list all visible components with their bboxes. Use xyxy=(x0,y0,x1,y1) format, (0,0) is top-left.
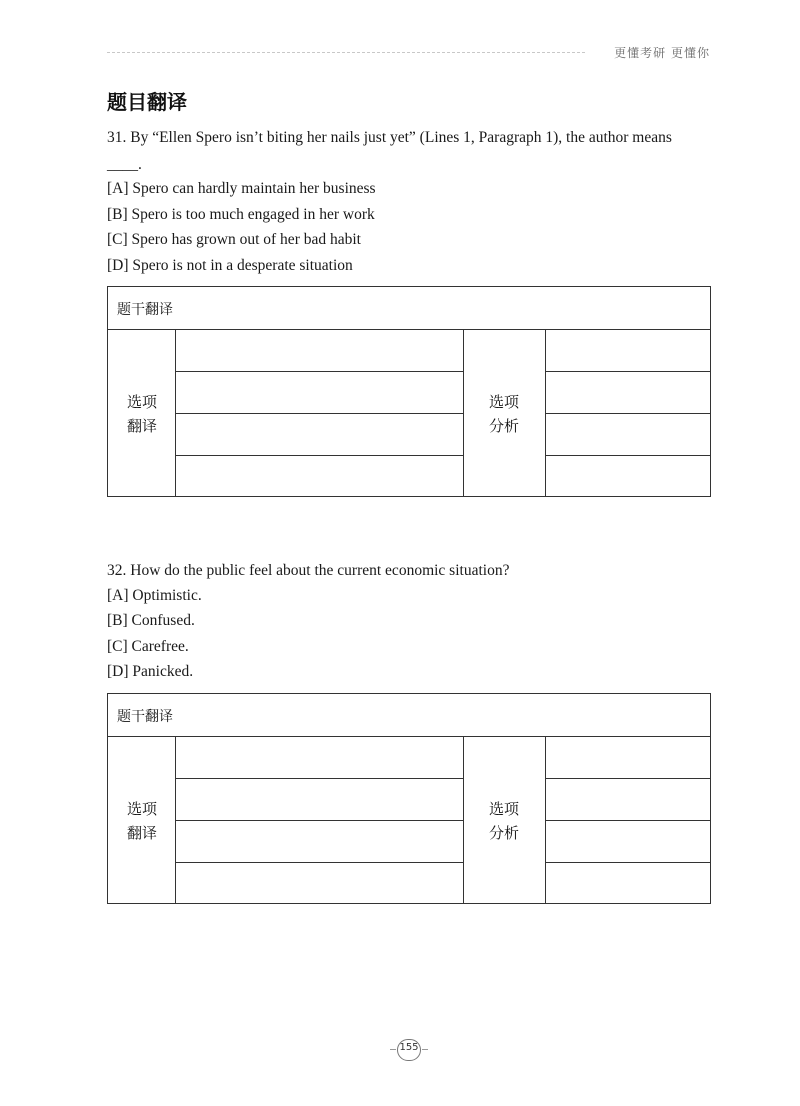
question-32-option-d: [D] Panicked. xyxy=(107,663,194,680)
question-32-stem: 32. How do the public feel about the current economic situation? xyxy=(107,562,510,579)
question-31-stem: 31. By “Ellen Spero isn’t biting her nails just yet” (Lines 1, Paragraph 1), the author means xyxy=(107,129,672,146)
header-divider xyxy=(107,52,585,53)
page-number: 155 xyxy=(399,1042,419,1053)
table-divider xyxy=(463,329,464,496)
table-divider xyxy=(176,413,463,414)
table-divider xyxy=(176,455,463,456)
table-divider xyxy=(176,820,463,821)
question-31-blank: ____. xyxy=(107,156,142,173)
question-31-option-a: [A] Spero can hardly maintain her business xyxy=(107,180,376,197)
option-analysis-label: 选项 分析 xyxy=(488,800,519,842)
question-31-option-b: [B] Spero is too much engaged in her work xyxy=(107,206,375,223)
question-31-answer-table xyxy=(107,286,711,497)
table-stem-label: 题干翻译 xyxy=(117,709,173,725)
table-divider xyxy=(546,455,710,456)
table-divider xyxy=(108,736,710,737)
question-31-option-c: [C] Spero has grown out of her bad habit xyxy=(107,231,361,248)
table-divider xyxy=(108,329,710,330)
option-translation-label: 选项 翻译 xyxy=(126,393,157,435)
table-stem-label: 题干翻译 xyxy=(117,302,173,318)
option-analysis-label: 选项 分析 xyxy=(488,393,519,435)
page-number-badge xyxy=(390,1038,428,1062)
header-slogan: 更懂考研 更懂你 xyxy=(614,46,710,60)
table-divider xyxy=(546,413,710,414)
table-divider xyxy=(546,371,710,372)
question-32-option-b: [B] Confused. xyxy=(107,612,195,629)
question-31-option-d: [D] Spero is not in a desperate situation xyxy=(107,257,353,274)
question-32-option-a: [A] Optimistic. xyxy=(107,587,202,604)
table-divider xyxy=(463,736,464,903)
table-divider xyxy=(546,778,710,779)
question-32-option-c: [C] Carefree. xyxy=(107,638,189,655)
table-divider xyxy=(176,778,463,779)
table-divider xyxy=(546,862,710,863)
option-translation-label: 选项 翻译 xyxy=(126,800,157,842)
table-divider xyxy=(546,820,710,821)
section-title: 题目翻译 xyxy=(107,90,187,114)
question-32-answer-table xyxy=(107,693,711,904)
table-divider xyxy=(176,371,463,372)
table-divider xyxy=(176,862,463,863)
